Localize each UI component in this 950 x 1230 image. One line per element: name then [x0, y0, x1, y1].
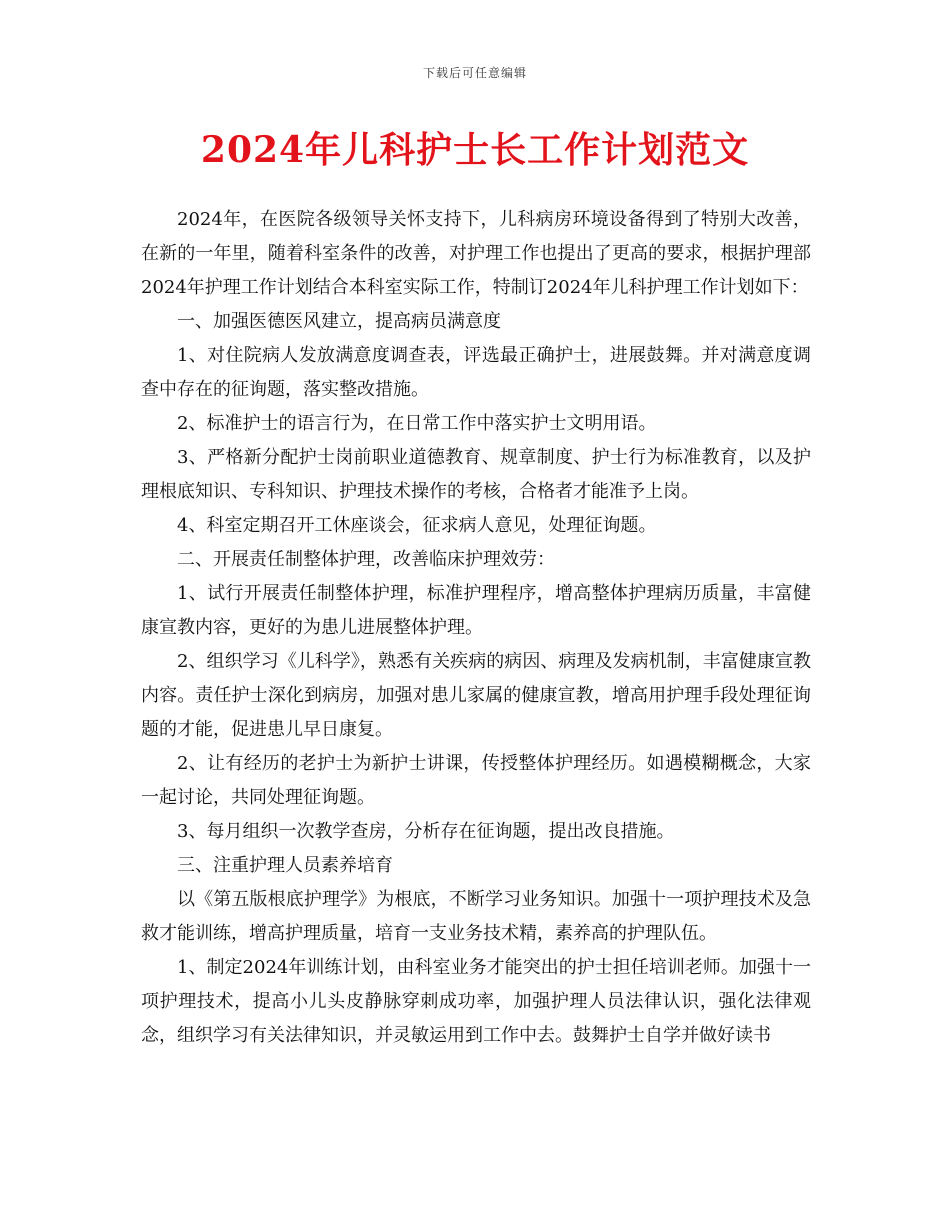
paragraph: 4、科室定期召开工休座谈会，征求病人意见，处理征询题。 — [177, 515, 657, 536]
section-heading: 二、开展责任制整体护理，改善临床护理效劳： — [177, 549, 555, 570]
paragraph: 1、对住院病人发放满意度调查表，评选最正确护士，进展鼓舞。并对满意度调查中存在的征询题，落实整改措施。 — [141, 345, 811, 400]
section-heading: 三、注重护理人员素养培育 — [177, 855, 393, 876]
document-body — [141, 203, 811, 1053]
section-heading: 一、加强医德医风建立，提高病员满意度 — [177, 311, 501, 332]
header-note: 下载后可任意编辑 — [422, 66, 527, 80]
paragraph: 2024年，在医院各级领导关怀支持下，儿科病房环境设备得到了特别大改善，在新的一年里，随着科室条件的改善，对护理工作也提出了更高的要求，根据护理部2024年护理工作计划结合本科室实际工作，特制订2024年儿科护理工作计划如下： — [141, 209, 811, 298]
paragraph: 1、试行开展责任制整体护理，标准护理程序，增高整体护理病历质量，丰富健康宣教内容，更好的为患儿进展整体护理。 — [141, 583, 811, 638]
document-title: 2024年儿科护士长工作计划范文 — [200, 129, 750, 171]
paragraph: 以《第五版根底护理学》为根底，不断学习业务知识。加强十一项护理技术及急救才能训练，增高护理质量，培育一支业务技术精，素养高的护理队伍。 — [141, 889, 811, 944]
paragraph: 3、严格新分配护士岗前职业道德教育、规章制度、护士行为标准教育，以及护理根底知识、专科知识、护理技术操作的考核，合格者才能准予上岗。 — [141, 447, 811, 502]
paragraph: 3、每月组织一次教学查房，分析存在征询题，提出改良措施。 — [177, 821, 675, 842]
paragraph: 2、组织学习《儿科学》，熟悉有关疾病的病因、病理及发病机制，丰富健康宣教内容。责任护士深化到病房，加强对患儿家属的健康宣教，增高用护理手段处理征询题的才能，促进患儿早日康复。 — [141, 651, 811, 740]
paragraph: 2、标准护士的语言行为，在日常工作中落实护士文明用语。 — [177, 413, 657, 434]
paragraph: 1、制定2024年训练计划，由科室业务才能突出的护士担任培训老师。加强十一项护理技术，提高小儿头皮静脉穿刺成功率，加强护理人员法律认识，强化法律观念，组织学习有关法律知识，并灵敏运用到工作中去。鼓舞护士自学并做好读书 — [141, 957, 811, 1046]
paragraph: 2、让有经历的老护士为新护士讲课，传授整体护理经历。如遇模糊概念，大家一起讨论，共同处理征询题。 — [141, 753, 811, 808]
